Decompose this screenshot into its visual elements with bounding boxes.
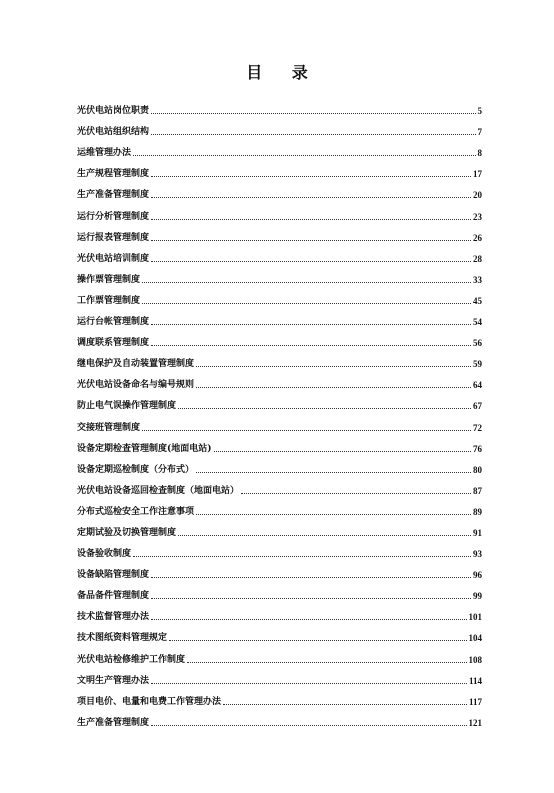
toc-entry-label: 光伏电站设备巡回检查制度（地面电站） <box>77 485 240 496</box>
toc-entry-label: 操作票管理制度 <box>77 274 141 285</box>
toc-dot-leader <box>151 113 475 114</box>
toc-entry-page-number: 45 <box>473 295 482 306</box>
toc-entry[interactable] <box>77 370 482 391</box>
toc-entry-page-number: 76 <box>473 443 482 454</box>
toc-dot-leader <box>151 219 471 220</box>
toc-entry[interactable] <box>77 138 482 159</box>
toc-entry-label: 分布式巡检安全工作注意事项 <box>77 506 195 517</box>
toc-dot-leader <box>151 619 466 620</box>
toc-entry[interactable] <box>77 307 482 328</box>
toc-dot-leader <box>196 514 471 515</box>
toc-entry[interactable] <box>77 666 482 687</box>
toc-entry[interactable] <box>77 455 482 476</box>
toc-entry[interactable] <box>77 117 482 138</box>
toc-entry-label: 运维管理办法 <box>77 148 132 159</box>
toc-dot-leader <box>151 261 471 262</box>
toc-dot-leader <box>196 387 471 388</box>
toc-entry-label: 备品备件管理制度 <box>77 591 150 602</box>
toc-entry[interactable] <box>77 201 482 222</box>
toc-entry[interactable] <box>77 581 482 602</box>
toc-dot-leader <box>151 176 471 177</box>
toc-dot-leader <box>142 303 471 304</box>
toc-dot-leader <box>187 662 466 663</box>
toc-entry[interactable] <box>77 602 482 623</box>
toc-dot-leader <box>133 155 475 156</box>
toc-entry-label: 设备定期检查管理制度(地面电站) <box>77 443 212 454</box>
toc-entry[interactable] <box>77 244 482 265</box>
toc-entry[interactable] <box>77 265 482 286</box>
toc-dot-leader <box>151 240 471 241</box>
toc-entry-label: 光伏电站组织结构 <box>77 127 150 138</box>
toc-entry[interactable] <box>77 328 482 349</box>
toc-dot-leader <box>151 725 466 726</box>
toc-dot-leader <box>151 683 467 684</box>
toc-entry-label: 文明生产管理办法 <box>77 675 150 686</box>
toc-entry-label: 生产准备管理制度 <box>77 190 150 201</box>
toc-entry-page-number: 28 <box>473 253 482 264</box>
toc-entry-page-number: 99 <box>473 591 482 602</box>
toc-entry[interactable] <box>77 623 482 644</box>
toc-dot-leader <box>223 704 467 705</box>
toc-entry-label: 生产规程管理制度 <box>77 169 150 180</box>
toc-entry-label: 调度联系管理制度 <box>77 338 150 349</box>
toc-entry-page-number: 5 <box>477 106 482 117</box>
toc-entry-label: 光伏电站岗位职责 <box>77 106 150 117</box>
toc-entry-label: 光伏电站设备命名与编号规则 <box>77 380 195 391</box>
toc-entry[interactable] <box>77 286 482 307</box>
toc-entry-label: 设备定期巡检制度（分布式） <box>77 464 195 475</box>
toc-dot-leader <box>178 408 471 409</box>
toc-dot-leader <box>151 598 471 599</box>
page-title: 目 录 <box>246 63 320 82</box>
toc-entry[interactable] <box>77 159 482 180</box>
toc-entry-label: 工作票管理制度 <box>77 295 141 306</box>
toc-entry-page-number: 64 <box>473 380 482 391</box>
toc-entry-page-number: 96 <box>473 570 482 581</box>
toc-entry-label: 定期试验及切换管理制度 <box>77 527 177 538</box>
toc-entry-page-number: 67 <box>473 401 482 412</box>
toc-entry-label: 运行分析管理制度 <box>77 211 150 222</box>
toc-dot-leader <box>151 577 471 578</box>
toc-dot-leader <box>151 345 471 346</box>
toc-entry-page-number: 56 <box>473 338 482 349</box>
toc-entry-page-number: 121 <box>468 717 482 728</box>
toc-entry-label: 光伏电站培训制度 <box>77 253 150 264</box>
toc-entry-label: 防止电气误操作管理制度 <box>77 401 177 412</box>
toc-entry-page-number: 17 <box>473 169 482 180</box>
toc-dot-leader <box>142 282 471 283</box>
toc-entry-page-number: 101 <box>468 612 482 623</box>
toc-dot-leader <box>151 134 475 135</box>
toc-entry-label: 技术监督管理办法 <box>77 612 150 623</box>
toc-entry-label: 光伏电站检修维护工作制度 <box>77 654 186 665</box>
toc-entry-label: 设备验收制度 <box>77 549 132 560</box>
toc-entry-page-number: 117 <box>468 696 482 707</box>
toc-entry-label: 生产准备管理制度 <box>77 717 150 728</box>
toc-dot-leader <box>151 324 471 325</box>
toc-entry-label: 设备缺陷管理制度 <box>77 570 150 581</box>
toc-dot-leader <box>241 493 471 494</box>
toc-entry[interactable] <box>77 687 482 708</box>
table-of-contents <box>77 96 482 729</box>
toc-entry[interactable] <box>77 434 482 455</box>
toc-entry-label: 运行台帐管理制度 <box>77 317 150 328</box>
toc-entry[interactable] <box>77 644 482 665</box>
toc-entry-page-number: 114 <box>468 675 482 686</box>
toc-entry-label: 交接班管理制度 <box>77 422 141 433</box>
toc-entry[interactable] <box>77 180 482 201</box>
toc-entry[interactable] <box>77 539 482 560</box>
toc-entry-page-number: 54 <box>473 317 482 328</box>
toc-entry[interactable] <box>77 412 482 433</box>
toc-dot-leader <box>214 451 471 452</box>
toc-entry-label: 技术图纸资料管理规定 <box>77 633 168 644</box>
toc-entry-label: 继电保护及自动装置管理制度 <box>77 359 195 370</box>
toc-entry-label: 运行报表管理制度 <box>77 232 150 243</box>
toc-entry-page-number: 7 <box>477 127 482 138</box>
toc-entry-page-number: 23 <box>473 211 482 222</box>
toc-entry[interactable] <box>77 497 482 518</box>
toc-entry-page-number: 80 <box>473 464 482 475</box>
toc-entry-page-number: 104 <box>468 633 482 644</box>
toc-entry[interactable] <box>77 223 482 244</box>
toc-dot-leader <box>142 430 471 431</box>
toc-entry[interactable] <box>77 391 482 412</box>
toc-dot-leader <box>196 472 471 473</box>
toc-entry-page-number: 87 <box>473 485 482 496</box>
toc-entry-page-number: 93 <box>473 549 482 560</box>
toc-entry[interactable] <box>77 96 482 117</box>
toc-entry-page-number: 26 <box>473 232 482 243</box>
toc-dot-leader <box>151 197 471 198</box>
toc-entry-page-number: 72 <box>473 422 482 433</box>
toc-entry-page-number: 33 <box>473 274 482 285</box>
toc-entry-page-number: 59 <box>473 359 482 370</box>
toc-entry-page-number: 89 <box>473 506 482 517</box>
toc-entry[interactable] <box>77 476 482 497</box>
toc-dot-leader <box>169 640 466 641</box>
toc-entry-page-number: 8 <box>477 148 482 159</box>
toc-entry[interactable] <box>77 349 482 370</box>
toc-dot-leader <box>178 535 471 536</box>
toc-entry[interactable] <box>77 560 482 581</box>
toc-entry[interactable] <box>77 518 482 539</box>
toc-entry[interactable] <box>77 708 482 729</box>
toc-entry-page-number: 91 <box>473 527 482 538</box>
toc-entry-page-number: 20 <box>473 190 482 201</box>
toc-dot-leader <box>196 366 471 367</box>
toc-entry-page-number: 108 <box>468 654 482 665</box>
toc-dot-leader <box>133 556 471 557</box>
toc-entry-label: 项目电价、电量和电费工作管理办法 <box>77 696 222 707</box>
